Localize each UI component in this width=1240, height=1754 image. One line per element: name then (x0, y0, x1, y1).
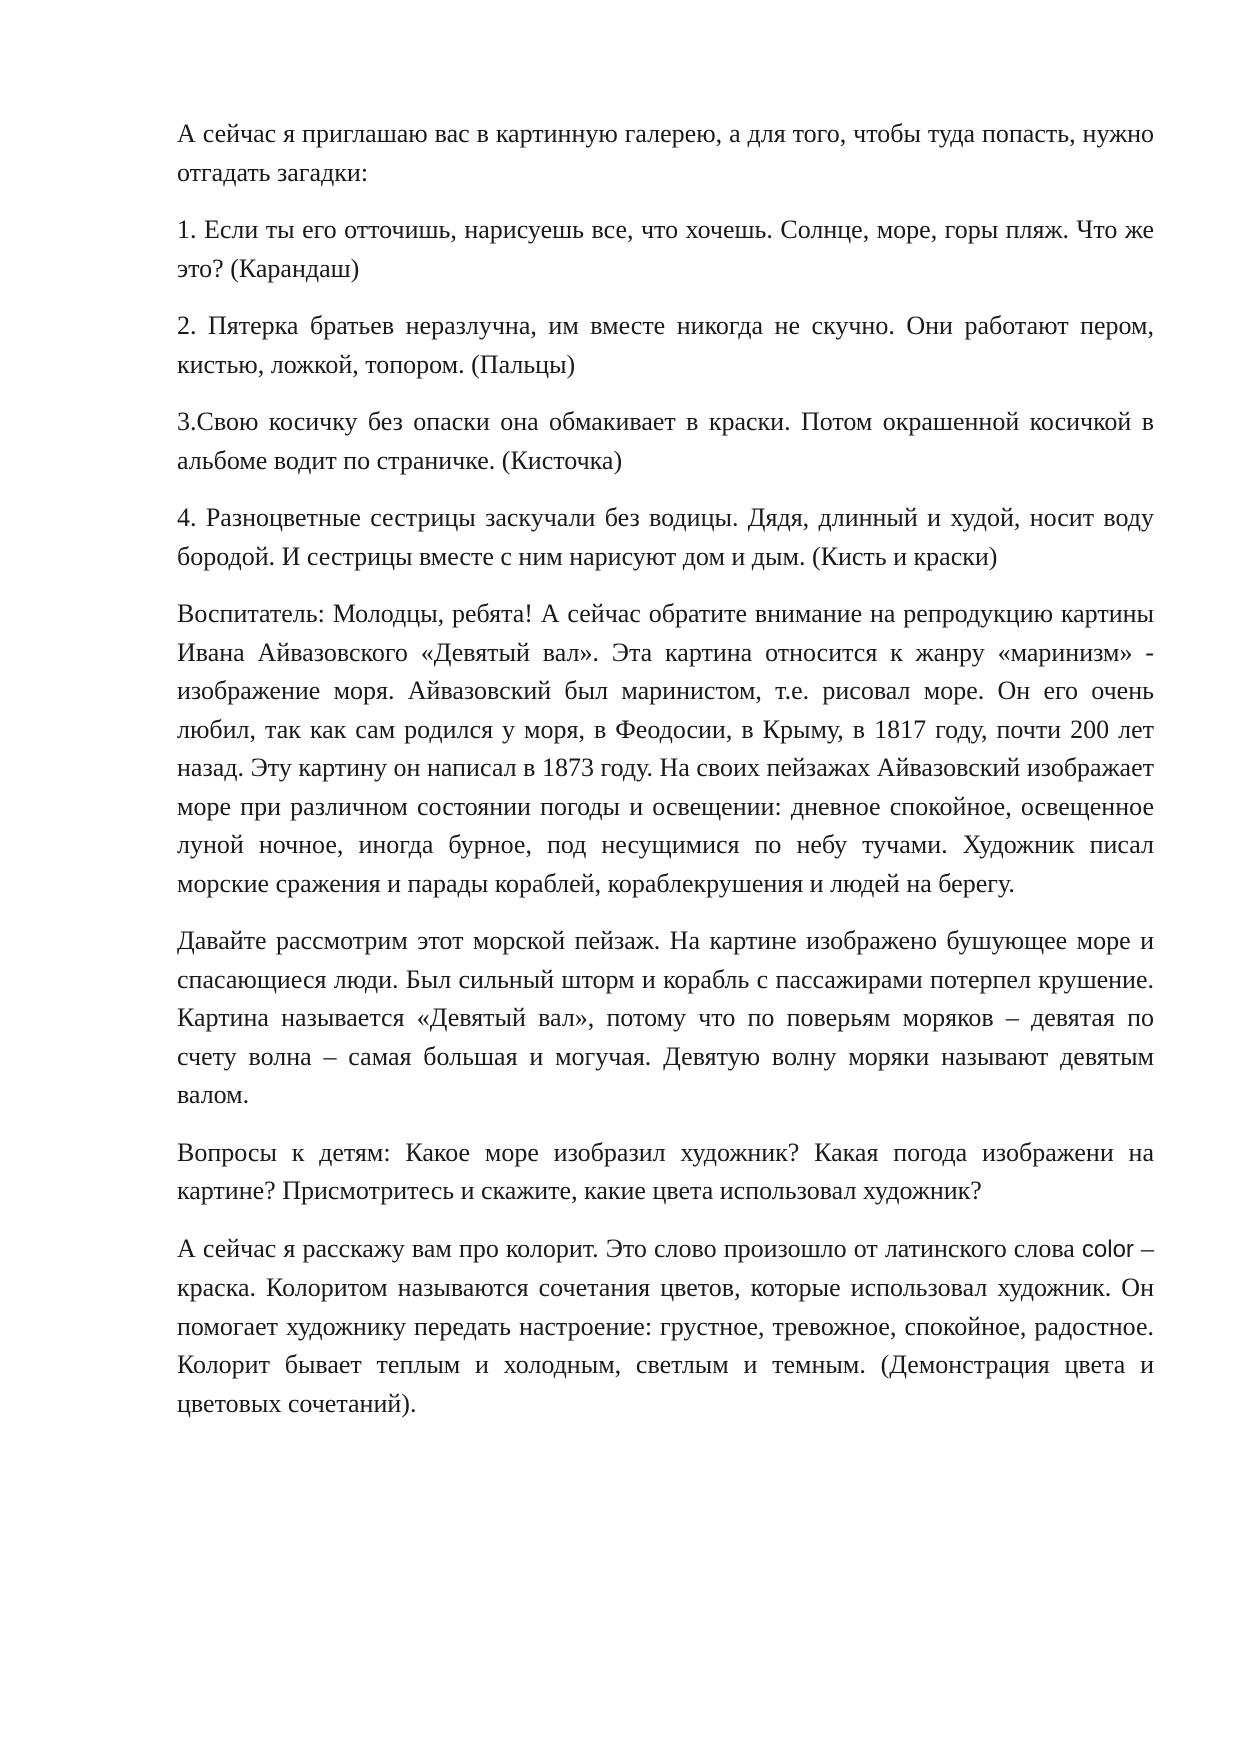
latin-word: color (1081, 1235, 1134, 1263)
educator-paragraph: Воспитатель: Молодцы, ребята! А сейчас обратите внимание на репродукцию картины Ивана Айвазовского «Девятый вал». Эта картина относится к жанру «маринизм» - изображение моря. Айвазовский был маринистом, т.е. рисовал море. Он его очень любил, так как сам родился у моря, в Феодосии, в Крыму, в 1817 году, почти 200 лет назад. Эту картину он написал в 1873 году. На своих пейзажах Айвазовский изображает море при различном состоянии погоды и освещении: дневное спокойное, освещенное луной ночное, иногда бурное, под несущимися по небу тучами. Художник писал морские сражения и парады кораблей, кораблекрушения и людей на берегу. (177, 599, 1154, 898)
questions-paragraph: Вопросы к детям: Какое море изобразил художник? Какая погода изображени на картине? Присмотритесь и скажите, какие цвета использовал художник? (177, 1137, 1154, 1205)
colorit-text-part2: – краска. Колоритом называются сочетания цветов, которые использовал художник. Он помогает художнику передать настроение: грустное, тревожное, спокойное, радостное. Колорит бывает теплым и холодным, светлым и темным. (Демонстрация цвета и цветовых сочетаний). (177, 1233, 1155, 1418)
riddle-3: 3.Свою косичку без опаски она обмакивает в краски. Потом окрашенной косичкой в альбоме водит по страничке. (Кисточка) (177, 407, 1154, 475)
colorit-paragraph (177, 1230, 1154, 1424)
riddle-2: 2. Пятерка братьев неразлучна, им вместе никогда не скучно. Они работают пером, кистью, ложкой, топором. (Пальцы) (177, 311, 1154, 379)
riddle-4: 4. Разноцветные сестрицы заскучали без водицы. Дядя, длинный и худой, носит воду бородой. И сестрицы вместе с ним нарисуют дом и дым. (Кисть и краски) (177, 503, 1154, 571)
document-page (177, 115, 1154, 1442)
riddle-1: 1. Если ты его отточишь, нарисуешь все, что хочешь. Солнце, море, горы пляж. Что же это? (Карандаш) (177, 215, 1154, 283)
intro-paragraph: А сейчас я приглашаю вас в картинную галерею, а для того, чтобы туда попасть, нужно отгадать загадки: (177, 119, 1154, 187)
colorit-text-part1: А сейчас я расскажу вам про колорит. Это слово произошло от латинского слова (177, 1233, 1082, 1263)
painting-description-paragraph: Давайте рассмотрим этот морской пейзаж. На картине изображено бушующее море и спасающиеся люди. Был сильный шторм и корабль с пассажирами потерпел крушение. Картина называется «Девятый вал», потому что по поверьям моряков – девятая по счету волна – самая большая и могучая. Девятую волну моряки называют девятым валом. (177, 926, 1154, 1109)
